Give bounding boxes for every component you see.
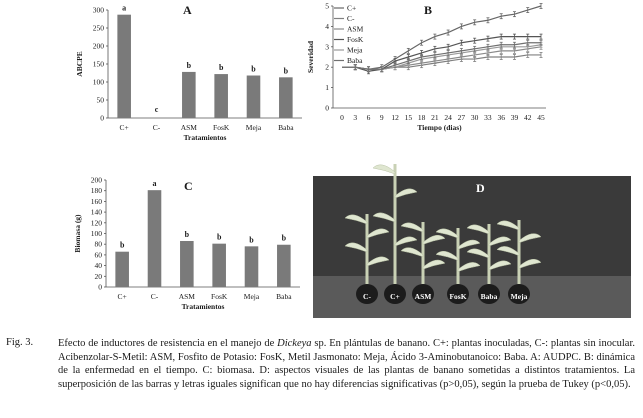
chart-c-x-tick-label: Meja <box>243 292 260 301</box>
chart-c-y-tick-label: 180 <box>90 186 102 196</box>
photo-d-banana-plants <box>313 176 631 318</box>
chart-c-bar-C+ <box>115 252 129 287</box>
chart-c-x-tick-label: Baba <box>276 292 292 301</box>
chart-c-bar-FosK <box>212 244 226 287</box>
chart-b-x-tick-label: 9 <box>379 113 384 122</box>
chart-b-x-tick-label: 21 <box>431 113 439 122</box>
chart-b-legend-label: C+ <box>347 3 357 13</box>
chart-a-y-tick-label: 0 <box>100 113 104 123</box>
chart-b-legend-label: C- <box>347 14 355 23</box>
chart-c-significance-letter: b <box>216 232 222 242</box>
chart-a-y-tick-label: 250 <box>92 23 104 33</box>
chart-b-x-tick-label: 6 <box>366 113 371 122</box>
chart-c-significance-letter: b <box>281 233 287 243</box>
chart-c-y-tick-label: 80 <box>94 239 102 249</box>
plant-pot-label: ASM <box>414 292 432 301</box>
chart-b-x-tick-label: 42 <box>523 113 532 122</box>
chart-c-y-tick-label: 100 <box>90 229 102 238</box>
chart-b-x-tick-label: 0 <box>340 113 344 122</box>
chart-a-significance-letter: b <box>218 63 224 73</box>
chart-a-significance-letter: b <box>283 66 289 76</box>
chart-b-x-axis-title: Tiempo (dias) <box>417 123 462 132</box>
chart-a-y-axis-title: ABCPE <box>75 51 84 77</box>
chart-a-significance-letter: b <box>186 60 192 70</box>
chart-a-significance-letter: c <box>154 105 159 114</box>
chart-b-y-tick-label: 5 <box>325 1 329 11</box>
chart-c-significance-letter: b <box>249 235 254 245</box>
chart-c-y-tick-label: 200 <box>90 175 102 185</box>
chart-c-significance-letter: b <box>184 229 190 239</box>
caption-text-2: sp. En plántulas de banano. C+: plantas inoculadas, C-: plantas sin inocular. Acibenzolar-S-Metil: ASM, Fosfito de Potasio: FosK, Metil Jasmonato: Meja, Ácido 3-Aminobutanoico: Baba. A: AUDPC. B: dinámica de la enfermedad en el tiempo. C: biomasa. D: aspectos visuales de las plantas de banano sometidas a distintos tratamientos. La superposición de las barras y letras iguales significan que no hay diferencias significativas (p>0,05), según la prueba de Tukey (p<0,05). <box>58 338 635 390</box>
chart-b-legend-label: ASM <box>347 24 364 34</box>
chart-b-panel-letter: B <box>424 3 433 17</box>
chart-a-x-tick-label: ASM <box>180 123 197 132</box>
chart-c-bar-C- <box>148 190 162 287</box>
chart-a-x-tick-label: Baba <box>278 123 294 132</box>
plant-pot-label: FosK <box>449 292 467 301</box>
chart-c-x-tick-label: FosK <box>211 292 228 301</box>
chart-c-y-tick-label: 0 <box>98 282 102 292</box>
chart-a-x-tick-label: FosK <box>213 123 230 132</box>
chart-a-x-axis-title: Tratamientos <box>183 133 227 142</box>
chart-b-y-tick-label: 3 <box>325 42 329 52</box>
chart-c-x-tick-label: C+ <box>117 292 127 301</box>
chart-b-y-tick-label: 2 <box>325 62 329 72</box>
chart-a-x-tick-label: Meja <box>245 123 262 132</box>
chart-a-y-tick-label: 100 <box>92 77 104 87</box>
chart-b-x-tick-label: 30 <box>470 113 479 122</box>
chart-c-significance-letter: a <box>152 179 157 189</box>
chart-b-x-tick-label: 36 <box>497 113 505 122</box>
chart-c-x-axis-title: Tratamientos <box>181 302 225 311</box>
chart-c-y-tick-label: 160 <box>90 196 102 206</box>
chart-c-x-tick-label: C- <box>150 292 159 301</box>
chart-b-y-axis-title: Severidad <box>306 40 315 74</box>
chart-b-y-tick-label: 4 <box>325 21 329 31</box>
chart-c-y-tick-label: 40 <box>94 261 102 271</box>
chart-b-x-tick-label: 39 <box>510 113 519 122</box>
chart-a-significance-letter: b <box>251 64 256 74</box>
chart-a-y-tick-label: 200 <box>92 41 104 51</box>
chart-c-x-tick-label: ASM <box>178 292 195 301</box>
chart-c-y-tick-label: 140 <box>90 207 102 217</box>
plant-pot-label: Meja <box>510 292 528 301</box>
chart-b-y-tick-label: 1 <box>325 83 329 93</box>
chart-b-x-tick-label: 15 <box>404 113 413 122</box>
figure-caption <box>58 337 635 391</box>
chart-b-x-tick-label: 12 <box>391 113 399 122</box>
chart-c-bar-ASM <box>180 241 194 287</box>
plant-pot-label: C- <box>363 292 371 301</box>
chart-b-x-tick-label: 3 <box>353 113 358 122</box>
chart-c-y-tick-label: 120 <box>90 218 102 228</box>
chart-b-legend-label: Baba <box>347 56 363 65</box>
chart-b-x-tick-label: 18 <box>417 113 426 122</box>
plant-pot-label: C+ <box>390 292 400 301</box>
caption-text-1: Efecto de inductores de resistencia en el manejo de <box>58 338 278 349</box>
chart-c-y-tick-label: 20 <box>94 271 102 281</box>
chart-a-x-tick-label: C- <box>152 123 161 132</box>
chart-b-x-tick-label: 33 <box>484 113 492 122</box>
chart-a-y-tick-label: 50 <box>96 95 104 105</box>
chart-c-bar-Baba <box>277 245 291 287</box>
photo-panel-letter: D <box>476 181 485 195</box>
plant-pot-label: Baba <box>480 292 498 301</box>
chart-c-panel-letter: C <box>184 179 193 193</box>
figure-label: Fig. 3. <box>6 337 34 348</box>
chart-a-y-tick-label: 150 <box>92 59 104 69</box>
chart-b-y-tick-label: 0 <box>325 103 329 113</box>
chart-c-bar-Meja <box>245 246 259 287</box>
chart-a-x-tick-label: C+ <box>119 123 129 132</box>
chart-b-legend-label: FosK <box>347 35 364 44</box>
chart-b-x-tick-label: 45 <box>537 113 545 122</box>
chart-c-y-axis-title: Biomasa (g) <box>73 214 82 253</box>
chart-c-y-tick-label: 60 <box>94 250 102 260</box>
chart-a-y-tick-label: 300 <box>92 5 104 15</box>
chart-a-significance-letter: a <box>122 3 127 13</box>
chart-b-x-tick-label: 27 <box>457 113 466 122</box>
chart-b-legend-label: Meja <box>347 45 363 55</box>
chart-c-significance-letter: b <box>119 240 125 250</box>
chart-b-x-tick-label: 24 <box>444 113 452 122</box>
chart-a-panel-letter: A <box>183 3 192 17</box>
caption-italic-species: Dickeya <box>277 338 312 349</box>
